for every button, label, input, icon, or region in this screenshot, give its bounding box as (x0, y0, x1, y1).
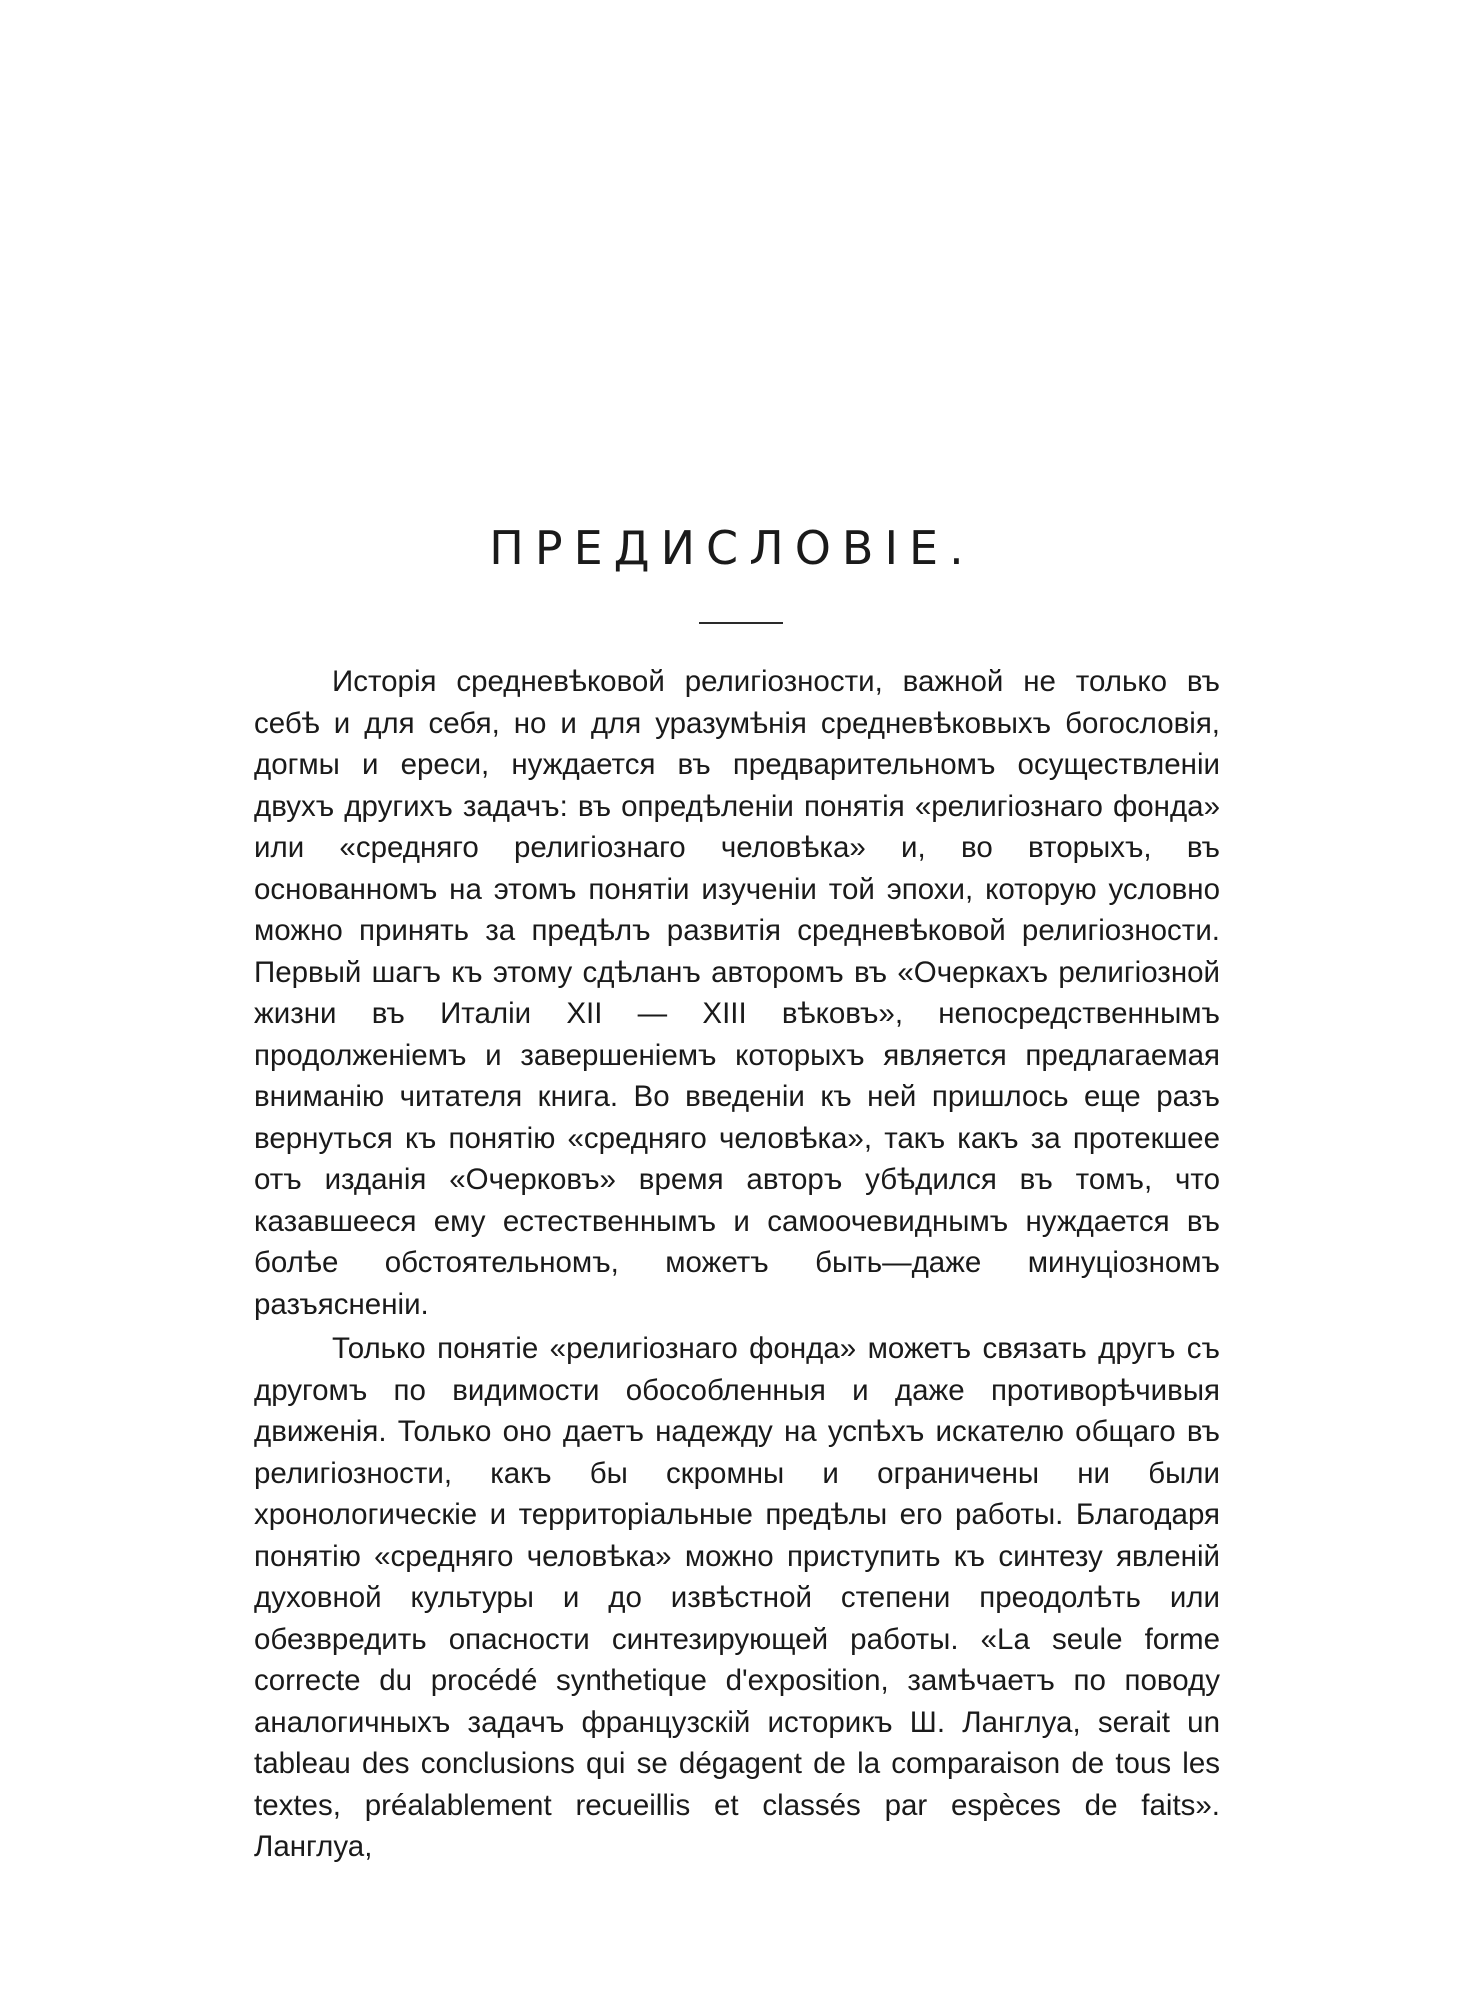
page-title: ПРЕДИСЛОВІЕ. (489, 521, 975, 575)
paragraph-1: Исторія средневѣковой религіозности, важной не только въ себѣ и для себя, но и для уразумѣнія средневѣковыхъ богословія, догмы и ереси, нуждается въ предварительномъ осуществленіи двухъ другихъ задачъ: въ опредѣленіи понятія «религіознаго фонда» или «средняго религіознаго человѣка» и, во вторыхъ, въ основанномъ на этомъ понятіи изученіи той эпохи, которую условно можно принять за предѣлъ развитія средневѣковой религіозности. Первый шагъ къ этому сдѣланъ авторомъ въ «Очеркахъ религіозной жизни въ Италіи XII — XIII вѣковъ», непосредственнымъ продолженіемъ и завершеніемъ которыхъ является предлагаемая вниманію читателя книга. Во введеніи къ ней пришлось еще разъ вернуться къ понятію «средняго человѣка», такъ какъ за протекшее отъ изданія «Очерковъ» время авторъ убѣдился въ томъ, что казавшееся ему естественнымъ и самоочевиднымъ нуждается въ болѣе обстоятельномъ, можетъ быть—даже минуціозномъ разъясненіи. (254, 665, 1220, 1321)
body-text (254, 661, 1220, 1868)
title-divider (699, 622, 783, 624)
paragraph-2: Только понятіе «религіознаго фонда» можетъ связать другъ съ другомъ по видимости обособленныя и даже противорѣчивыя движенія. Только оно даетъ надежду на успѣхъ искателю общаго въ религіозности, какъ бы скромны и ограничены ни были хронологическіе и территоріальные предѣлы его работы. Благодаря понятію «средняго человѣка» можно приступить къ синтезу явленій духовной культуры и до извѣстной степени преодолѣть или обезвредить опасности синтезирующей работы. «La seule forme correcte du procédé synthetique d'exposition, замѣчаетъ по поводу аналогичныхъ задачъ французскій историкъ Ш. Ланглуа, serait un tableau des conclusions qui se dégagent de la comparaison de tous les textes, préalablement recueillis et classés par espèces de faits». Ланглуа, (254, 1332, 1220, 1863)
